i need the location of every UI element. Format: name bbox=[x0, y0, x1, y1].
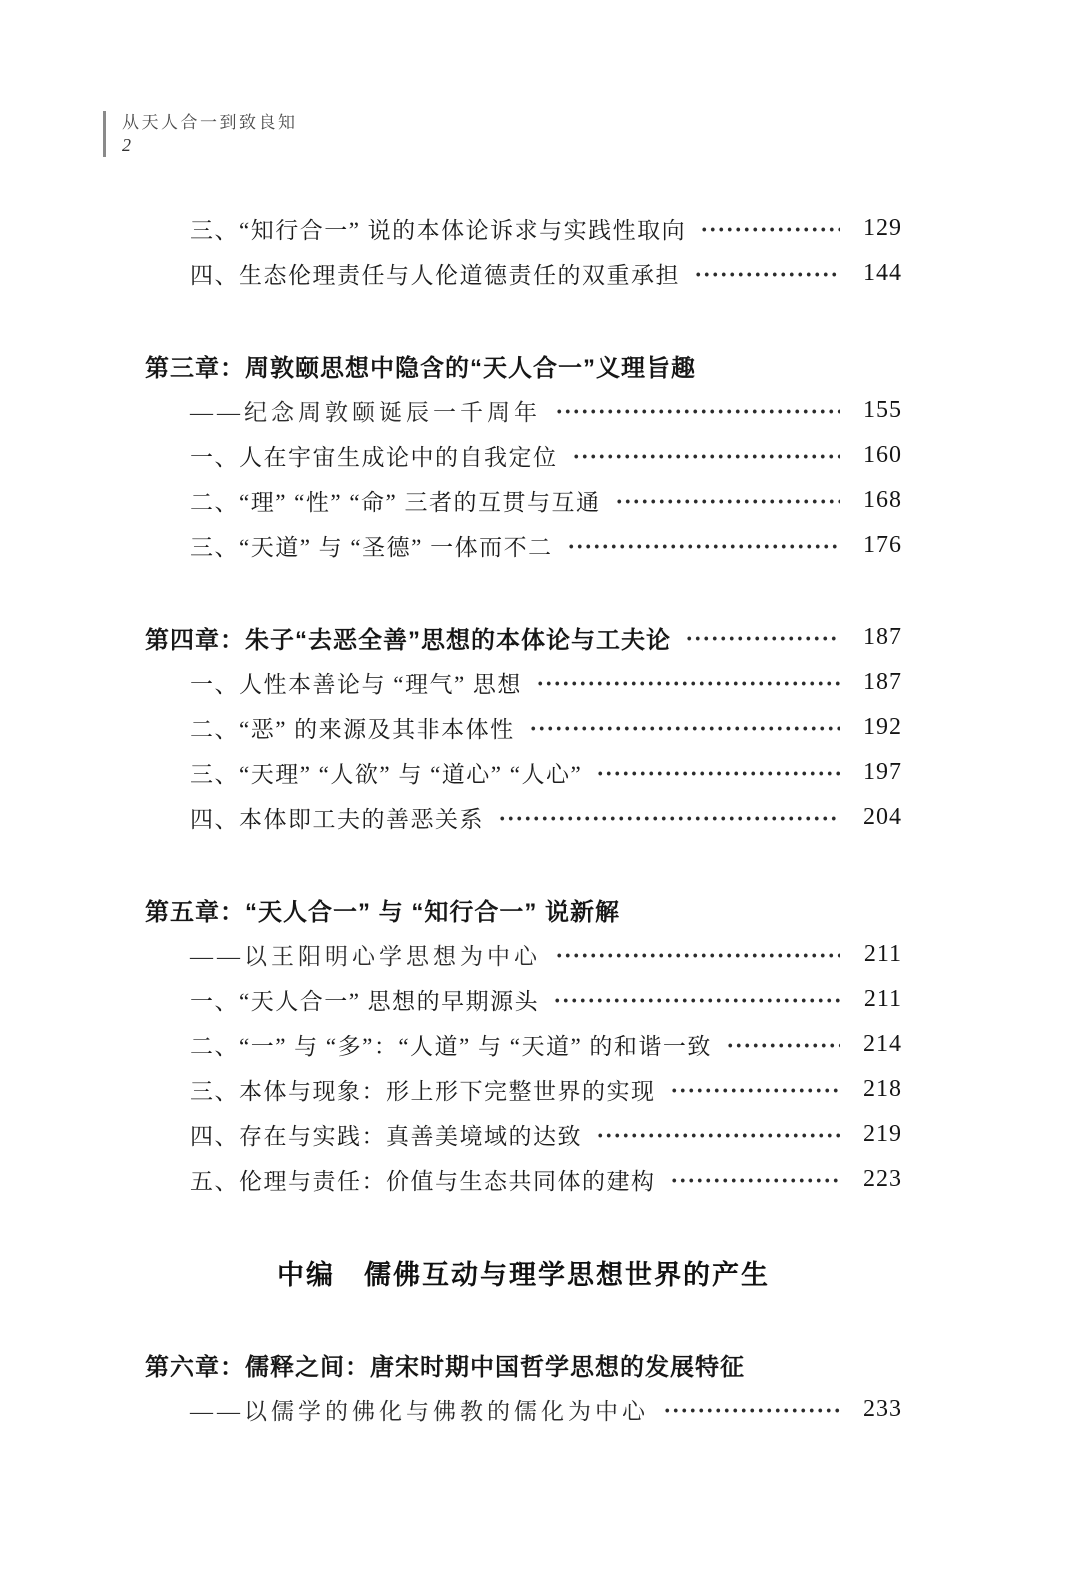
toc-entry-text: 三、“天理” “人欲” 与 “道心” “人心” bbox=[190, 762, 583, 787]
toc-entry-text: 四、存在与实践：真善美境域的达致 bbox=[190, 1124, 582, 1149]
toc-entry-text: 一、人在宇宙生成论中的自我定位 bbox=[190, 445, 558, 470]
dot-leader bbox=[553, 977, 840, 1022]
dot-leader bbox=[596, 750, 840, 795]
toc-page-number: 129 bbox=[863, 215, 902, 241]
toc-entry-text: 第三章：周敦颐思想中隐含的“天人合一”义理旨趣 bbox=[145, 355, 696, 382]
toc-entry-text: 二、“理” “性” “命” 三者的互贯与互通 bbox=[190, 490, 601, 515]
toc-item-row bbox=[145, 795, 902, 840]
folio-page-number: 2 bbox=[122, 135, 131, 155]
toc-entry-text: 一、人性本善论与 “理气” 思想 bbox=[190, 672, 522, 697]
dot-leader bbox=[694, 251, 840, 296]
toc-subtitle-row bbox=[145, 932, 902, 977]
toc-item-row bbox=[145, 478, 902, 523]
dot-leader bbox=[498, 795, 840, 840]
running-book-title: 从天人合一到致良知 bbox=[122, 113, 298, 132]
toc-item-row bbox=[145, 1022, 902, 1067]
toc-subtitle-row bbox=[145, 388, 902, 433]
toc-chapter-row bbox=[145, 343, 902, 388]
dot-leader bbox=[555, 388, 840, 433]
dot-leader bbox=[685, 615, 840, 660]
dot-leader bbox=[726, 1022, 840, 1067]
toc-page-number: 144 bbox=[863, 260, 902, 286]
toc-chapter-row bbox=[145, 615, 902, 660]
toc-entry-text: 二、“一” 与 “多”：“人道” 与 “天道” 的和谐一致 bbox=[190, 1034, 712, 1059]
toc-item-row bbox=[145, 977, 902, 1022]
toc-page-number: 204 bbox=[863, 804, 902, 830]
toc-entry-text: ——以儒学的佛化与佛教的儒化为中心 bbox=[190, 1399, 649, 1424]
part-heading-row bbox=[145, 1250, 902, 1295]
dot-leader bbox=[536, 660, 840, 705]
toc-entry-text: 三、本体与现象：形上形下完整世界的实现 bbox=[190, 1079, 656, 1104]
toc-page-number: 211 bbox=[863, 986, 902, 1012]
toc-entry-text: 二、“恶” 的来源及其非本体性 bbox=[190, 717, 515, 742]
dot-leader bbox=[567, 523, 840, 568]
toc-item-row bbox=[145, 1067, 902, 1112]
toc-page-number: 214 bbox=[863, 1031, 902, 1057]
toc-item-row bbox=[145, 1112, 902, 1157]
dot-leader bbox=[596, 1112, 840, 1157]
toc-item-row bbox=[145, 523, 902, 568]
toc-entry-text: 第四章：朱子“去恶全善”思想的本体论与工夫论 bbox=[145, 627, 671, 654]
dot-leader bbox=[663, 1387, 840, 1432]
dot-leader bbox=[572, 433, 841, 478]
dot-leader bbox=[700, 206, 840, 251]
toc-page-number: 187 bbox=[863, 669, 902, 695]
toc-item-row bbox=[145, 1157, 902, 1202]
toc-entry-text: ——以王阳明心学思想为中心 bbox=[190, 944, 541, 969]
header-text-block bbox=[122, 111, 298, 157]
dot-leader bbox=[670, 1157, 841, 1202]
header-rule bbox=[103, 111, 106, 157]
toc-page-number: 219 bbox=[863, 1121, 902, 1147]
running-header bbox=[103, 111, 298, 157]
toc-entry-text: ——纪念周敦颐诞辰一千周年 bbox=[190, 400, 541, 425]
toc-entry-text: 一、“天人合一” 思想的早期源头 bbox=[190, 989, 540, 1014]
toc-list bbox=[145, 206, 902, 1432]
toc-page-number: 211 bbox=[863, 941, 902, 967]
toc-page-number: 187 bbox=[863, 624, 902, 650]
toc-entry-text: 五、伦理与责任：价值与生态共同体的建构 bbox=[190, 1169, 656, 1194]
toc-item-row bbox=[145, 660, 902, 705]
toc-item-row bbox=[145, 750, 902, 795]
toc-page-number: 176 bbox=[863, 532, 902, 558]
dot-leader bbox=[529, 705, 840, 750]
toc-subtitle-row bbox=[145, 1387, 902, 1432]
toc-entry-text: 第六章：儒释之间：唐宋时期中国哲学思想的发展特征 bbox=[145, 1354, 745, 1381]
toc-chapter-row bbox=[145, 887, 902, 932]
toc-page-number: 218 bbox=[863, 1076, 902, 1102]
toc-entry-text: 第五章：“天人合一” 与 “知行合一” 说新解 bbox=[145, 899, 621, 926]
toc-item-row bbox=[145, 251, 902, 296]
toc-item-row bbox=[145, 206, 902, 251]
toc-entry-text: 四、生态伦理责任与人伦道德责任的双重承担 bbox=[190, 263, 680, 288]
toc-page-number: 192 bbox=[863, 714, 902, 740]
dot-leader bbox=[555, 932, 840, 977]
toc-entry-text: 四、本体即工夫的善恶关系 bbox=[190, 807, 484, 832]
toc-item-row bbox=[145, 433, 902, 478]
toc-entry-text: 三、“天道” 与 “圣德” 一体而不二 bbox=[190, 535, 553, 560]
toc-page-number: 223 bbox=[863, 1166, 902, 1192]
toc-chapter-row bbox=[145, 1342, 902, 1387]
toc-item-row bbox=[145, 705, 902, 750]
toc-page-number: 233 bbox=[863, 1396, 902, 1422]
toc-page-number: 160 bbox=[863, 442, 902, 468]
toc-entry-text: 三、“知行合一” 说的本体论诉求与实践性取向 bbox=[190, 218, 687, 243]
toc-page-number: 155 bbox=[863, 397, 902, 423]
dot-leader bbox=[670, 1067, 841, 1112]
dot-leader bbox=[615, 478, 840, 523]
toc-entry-text: 中编 儒佛互动与理学思想世界的产生 bbox=[277, 1260, 770, 1290]
toc-page-number: 168 bbox=[863, 487, 902, 513]
toc-page-number: 197 bbox=[863, 759, 902, 785]
